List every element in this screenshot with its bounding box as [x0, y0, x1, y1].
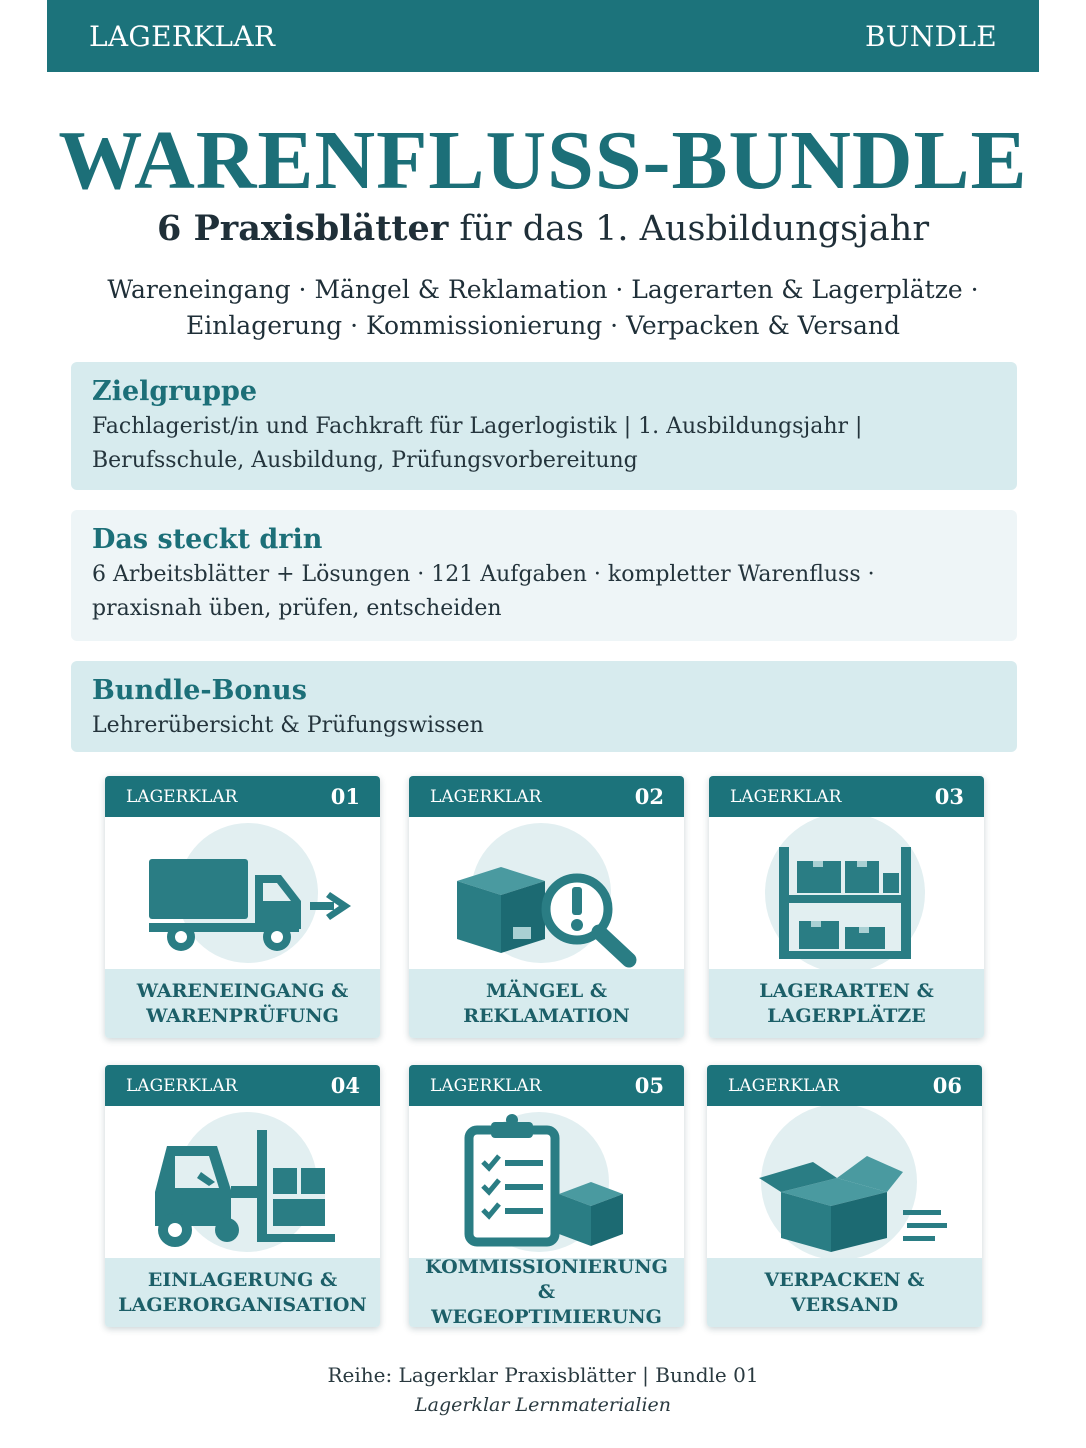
card-label — [409, 1258, 684, 1327]
page-title: WARENFLUSS-BUNDLE — [58, 114, 1028, 207]
worksheet-card-05 — [409, 1065, 684, 1327]
worksheet-card-04 — [105, 1065, 380, 1327]
card-header — [409, 776, 684, 817]
worksheet-card-02 — [409, 776, 684, 1038]
card-label-line-2: WARENPRÜFUNG — [146, 1004, 339, 1027]
card-brand: LAGERKLAR — [730, 786, 842, 807]
forklift-icon — [105, 1106, 380, 1258]
card-label-line-2: LAGERORGANISATION — [118, 1293, 367, 1316]
bonus-heading: Bundle-Bonus — [92, 675, 307, 706]
card-brand: LAGERKLAR — [728, 1075, 840, 1096]
card-header — [707, 1065, 982, 1106]
worksheet-card-06 — [707, 1065, 982, 1327]
card-number: 01 — [330, 784, 360, 809]
card-label-line-1: VERPACKEN & — [764, 1268, 925, 1291]
card-label — [707, 1258, 982, 1327]
card-label — [409, 969, 684, 1038]
card-brand: LAGERKLAR — [430, 786, 542, 807]
card-label-line-1: WARENEINGANG & — [136, 979, 349, 1002]
topic-line-1: Wareneingang · Mängel & Reklamation · Lagerarten & Lagerplätze · — [107, 275, 979, 304]
card-label-line-2: REKLAMATION — [463, 1004, 630, 1027]
contents-line-2: praxisnah üben, prüfen, entscheiden — [92, 596, 502, 621]
card-label-line-2: VERSAND — [790, 1293, 899, 1316]
target-group-line-2: Berufsschule, Ausbildung, Prüfungsvorbereitung — [92, 448, 638, 473]
card-number: 02 — [634, 784, 664, 809]
target-group-heading: Zielgruppe — [92, 376, 258, 407]
card-brand: LAGERKLAR — [430, 1075, 542, 1096]
card-header — [105, 776, 380, 817]
card-label — [105, 1258, 380, 1327]
target-group-box — [71, 362, 1017, 490]
subtitle-bold: 6 Praxisblätter — [156, 208, 449, 249]
card-label — [105, 969, 380, 1038]
card-label — [709, 969, 984, 1038]
bonus-box — [71, 661, 1017, 752]
clipboard-box-icon — [409, 1106, 684, 1258]
card-header — [709, 776, 984, 817]
card-number: 04 — [330, 1073, 360, 1098]
contents-heading: Das steckt drin — [92, 524, 323, 555]
bonus-line-1: Lehrerübersicht & Prüfungswissen — [92, 713, 484, 738]
card-brand: LAGERKLAR — [126, 786, 238, 807]
shipping-box-icon — [707, 1106, 982, 1258]
card-label-line-1: KOMMISSIONIERUNG & — [425, 1256, 668, 1303]
card-header — [409, 1065, 684, 1106]
worksheet-card-01 — [105, 776, 380, 1038]
box-magnifier-icon — [409, 817, 684, 969]
shelf-icon — [709, 817, 984, 969]
card-label-line-1: LAGERARTEN & — [759, 979, 934, 1002]
card-number: 03 — [934, 784, 964, 809]
header-bar — [47, 0, 1039, 72]
card-brand: LAGERKLAR — [126, 1075, 238, 1096]
target-group-line-1: Fachlagerist/in und Fachkraft für Lagerlogistik | 1. Ausbildungsjahr | — [92, 414, 863, 439]
topic-line-2: Einlagerung · Kommissionierung · Verpacken & Versand — [185, 311, 901, 340]
subtitle-rest: für das 1. Ausbildungsjahr — [448, 209, 930, 249]
card-label-line-2: WEGEOPTIMIERUNG — [431, 1306, 662, 1327]
card-header — [105, 1065, 380, 1106]
worksheet-card-03 — [709, 776, 984, 1038]
card-label-line-2: LAGERPLÄTZE — [767, 1004, 926, 1027]
publisher-footer: Lagerklar Lernmaterialien — [415, 1394, 671, 1416]
bundle-tag: BUNDLE — [865, 19, 997, 53]
contents-box — [71, 510, 1017, 641]
truck-arrow-icon — [105, 817, 380, 969]
topic-list — [0, 272, 1086, 344]
card-number: 05 — [634, 1073, 664, 1098]
card-label-line-1: EINLAGERUNG & — [147, 1268, 338, 1291]
card-number: 06 — [932, 1073, 962, 1098]
page-subtitle — [0, 208, 1086, 249]
brand-label: LAGERKLAR — [89, 19, 276, 53]
contents-line-1: 6 Arbeitsblätter + Lösungen · 121 Aufgaben · kompletter Warenfluss · — [92, 562, 875, 587]
series-footer: Reihe: Lagerklar Praxisblätter | Bundle 01 — [327, 1363, 759, 1387]
card-label-line-1: MÄNGEL & — [486, 979, 607, 1002]
